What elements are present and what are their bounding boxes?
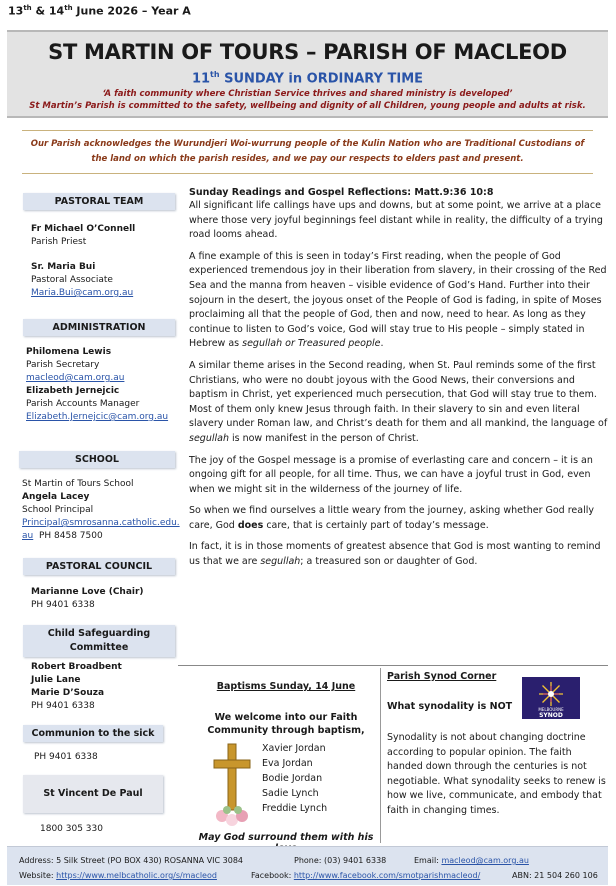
mission-statement: ‘A faith community where Christian Service thrives and shared ministry is developed’ — [102, 89, 513, 99]
principal-role: School Principal — [22, 505, 94, 515]
safety-statement: St Martin’s Parish is committed to the safety, wellbeing and dignity of all Children, young people and adults at risk. — [29, 101, 586, 111]
principal-email-link-end[interactable]: au — [22, 531, 34, 541]
vinnies-phone: 1800 305 330 — [40, 824, 103, 834]
reflection-paragraph: The joy of the Gospel message is a promise of everlasting care and concern – it is an ongoing gift for all people, for all time. Thus, we can have a joyful trust in God, even when we might sit in the wilderness of the journey of life. — [189, 454, 593, 495]
reflection-paragraph: A fine example of this is seen in today’s First reading, when the people of God experienced tremendous joy in their liberation from slavery, in their crossing of the Red Sea and the manna from heaven – visible evidence of God’s Hand. Further into their sojourn in the desert, the joyous onset of the People of God is fading, in spite of Moses proclaiming all that the people of God, then and now, need to hear. As long as they continue to listen to God’s voice, God will stay true to His people – simply stated in Hebrew as segullah or Treasured people. — [189, 250, 607, 350]
school-heading: SCHOOL — [19, 451, 175, 468]
svg-text:MELBOURNE: MELBOURNE — [538, 707, 564, 712]
footer-address: Address: 5 Silk Street (PO BOX 430) ROSANNA VIC 3084 — [19, 856, 244, 865]
administration-block — [26, 346, 168, 424]
reflection-paragraph: All significant life callings have ups and downs, but at some point, we arrive at a place where those very joyful beginnings feel distant while in reality, the difficulty of a trying road looms ahead. — [189, 200, 603, 241]
section-divider — [178, 665, 608, 666]
reflection-paragraph: In fact, it is in those moments of greatest absence that God is most wanting to remind us that we are segullah; a treasured son or daughter of God. — [189, 541, 601, 568]
sick-heading: Communion to the sick — [23, 725, 163, 742]
school-block — [22, 478, 180, 543]
safeguarding-member: Julie Lane — [31, 675, 81, 685]
safeguarding-member: Robert Broadbent — [31, 662, 122, 672]
liturgical-sunday: 11th SUNDAY in ORDINARY TIME — [191, 70, 424, 87]
accounts-name: Elizabeth Jernejcic — [26, 386, 120, 396]
acknowledgement-of-country: Our Parish acknowledges the Wurundjeri Woi-wurrung people of the Kulin Nation who are Traditional Custodians of the land on which the parish resides, and we pay our respects to elders past and present. — [30, 139, 585, 164]
safeguarding-heading-line2: Committee — [69, 642, 129, 653]
school-phone: PH 8458 7500 — [38, 531, 103, 541]
footer — [7, 846, 608, 885]
synod-body: Synodality is not about changing doctrine according to popular opinion. The faith handed down through the centuries is not negotiable. What synodality seeks to renew is how we live, communicate, and embody that faith in changing times. — [387, 732, 606, 816]
footer-phone: Phone: (03) 9401 6338 — [294, 856, 387, 865]
accounts-email-link[interactable]: Elizabeth.Jernejcic@cam.org.au — [26, 412, 169, 422]
baptism-name: Xavier Jordan — [262, 743, 326, 754]
administration-heading: ADMINISTRATION — [23, 319, 175, 336]
footer-website-link[interactable]: https://www.melbcatholic.org/s/macleod — [56, 871, 217, 880]
baptisms-title: Baptisms Sunday, 14 June — [216, 681, 356, 692]
associate-name: Sr. Maria Bui — [31, 262, 96, 272]
footer-facebook-link[interactable]: http://www.facebook.com/smotparishmacleod/ — [293, 871, 481, 880]
council-phone: PH 9401 6338 — [31, 600, 95, 610]
footer-email-link[interactable]: macleod@cam.org.au — [441, 856, 529, 865]
council-chair: Marianne Love (Chair) — [31, 587, 144, 597]
column-divider — [380, 668, 381, 843]
synod-subtitle: What synodality is NOT — [387, 701, 513, 712]
baptism-name: Freddie Lynch — [262, 803, 328, 814]
accounts-role: Parish Accounts Manager — [26, 399, 140, 409]
secretary-role: Parish Secretary — [26, 360, 100, 370]
baptism-names — [262, 741, 327, 816]
secretary-name: Philomena Lewis — [26, 347, 112, 357]
baptism-name: Eva Jordan — [262, 758, 313, 769]
sick-phone: PH 9401 6338 — [34, 752, 98, 762]
safeguarding-member: Marie D’Souza — [31, 688, 105, 698]
gospel-reflection — [189, 186, 610, 577]
associate-email-link[interactable]: Maria.Bui@cam.org.au — [31, 288, 134, 298]
synod-corner-title: Parish Synod Corner — [387, 671, 497, 682]
reflection-title: Sunday Readings and Gospel Reflections: Matt.9:36 10:8 — [189, 187, 494, 198]
safeguarding-heading-line1: Child Safeguarding — [47, 628, 151, 639]
pastoral-team-heading: PASTORAL TEAM — [23, 193, 175, 210]
reflection-paragraph: A similar theme arises in the Second reading, when St. Paul reminds some of the first Christians, who were no doubt joyous with the Good News, their conversions and baptism in Christ, yet experienced much persecution, that God will stay true to them. Most of them only knew Jesus through faith. In their slavery to sin and even literal slavery under Roman law, and Christ’s death for them and all mankind, the language of segullah is now manifest in the person of Christ. — [189, 359, 608, 444]
acknowledgement-box — [22, 130, 593, 174]
melbourne-synod-logo — [522, 677, 580, 719]
safeguarding-phone: PH 9401 6338 — [31, 701, 95, 711]
principal-name: Angela Lacey — [22, 492, 90, 502]
baptism-blessing: May God surround them with his — [198, 832, 374, 843]
secretary-email-link[interactable]: macleod@cam.org.au — [26, 373, 125, 383]
safeguarding-heading — [23, 625, 175, 657]
pastoral-team-block — [31, 223, 135, 300]
footer-website: Website: https://www.melbcatholic.org/s/macleod — [19, 871, 217, 880]
bulletin-date: 13th & 14th June 2026 – Year A — [8, 4, 191, 18]
footer-facebook: Facebook: http://www.facebook.com/smotparishmacleod/ — [251, 871, 481, 880]
svg-text:SYNOD: SYNOD — [539, 712, 563, 719]
baptism-name: Bodie Jordan — [262, 773, 323, 784]
footer-abn: ABN: 21 504 260 106 — [512, 871, 598, 880]
baptism-name: Sadie Lynch — [262, 788, 319, 799]
baptisms-welcome: We welcome into our Faith Community through baptism, — [207, 712, 365, 736]
school-name: St Martin of Tours School — [22, 479, 134, 489]
safeguarding-block — [31, 661, 122, 713]
priest-name: Fr Michael O’Connell — [31, 224, 136, 234]
pastoral-council-block — [31, 586, 144, 612]
footer-email: Email: macleod@cam.org.au — [414, 856, 529, 865]
title-banner — [7, 30, 608, 118]
parish-name: ST MARTIN OF TOURS – PARISH OF MACLEOD — [48, 40, 567, 64]
associate-role: Pastoral Associate — [31, 275, 113, 285]
pastoral-council-heading: PASTORAL COUNCIL — [23, 558, 175, 575]
reflection-paragraph: So when we find ourselves a little weary from the journey, asking whether God really care, God does care, that is certainly part of today’s message. — [189, 505, 594, 531]
priest-role: Parish Priest — [31, 237, 87, 247]
principal-email-link[interactable]: Principal@smrosanna.catholic.edu. — [22, 518, 180, 528]
cross-with-flowers-icon — [208, 742, 256, 828]
vinnies-heading: St Vincent De Paul — [23, 775, 163, 813]
